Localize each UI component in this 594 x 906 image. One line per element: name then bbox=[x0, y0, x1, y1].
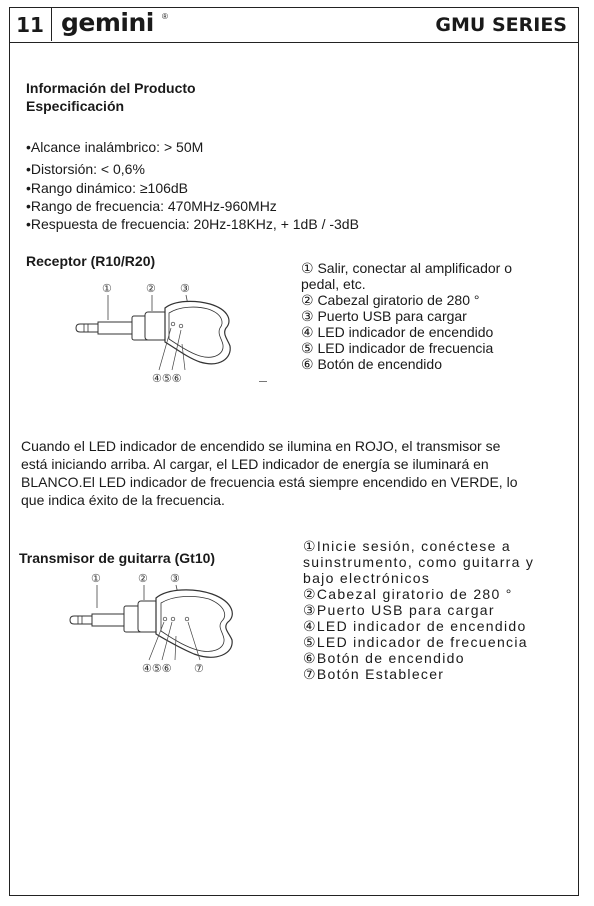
callout-2: ② bbox=[138, 572, 148, 585]
callout-4-5-6: ④⑤⑥ bbox=[142, 662, 172, 675]
spec-item: •Alcance inalámbrico: > 50M bbox=[26, 139, 204, 155]
spec-item: •Respuesta de frecuencia: 20Hz-18KHz, + 1dB / -3dB bbox=[26, 216, 359, 232]
transmitter-diagram bbox=[66, 568, 246, 680]
receiver-legend-item: ① Salir, conectar al amplificador o bbox=[301, 260, 512, 276]
transmitter-legend-item: ③Puerto USB para cargar bbox=[303, 602, 495, 618]
paragraph-line: está iniciando arriba. Al cargar, el LED indicador de energía se iluminará en bbox=[21, 456, 489, 472]
transmitter-legend-item: ④LED indicador de encendido bbox=[303, 618, 527, 634]
section-title: Información del Producto bbox=[26, 80, 196, 96]
spec-item: •Rango de frecuencia: 470MHz-960MHz bbox=[26, 198, 277, 214]
stray-mark bbox=[259, 381, 267, 382]
spec-item: •Rango dinámico: ≥106dB bbox=[26, 180, 189, 196]
receiver-legend-item: ⑥ Botón de encendido bbox=[301, 356, 442, 372]
transmitter-legend-item: ②Cabezal giratorio de 280 ° bbox=[303, 586, 513, 602]
receiver-diagram bbox=[70, 278, 240, 388]
series-title: GMU SERIES bbox=[435, 14, 567, 36]
transmitter-legend-item: ⑦Botón Establecer bbox=[303, 666, 445, 682]
callout-1: ① bbox=[91, 572, 101, 585]
paragraph-line: BLANCO.El LED indicador de frecuencia está siempre encendido en VERDE, lo bbox=[21, 474, 518, 490]
section-subtitle: Especificación bbox=[26, 98, 125, 114]
receiver-legend-item: pedal, etc. bbox=[301, 276, 366, 292]
transmitter-legend-item: suinstrumento, como guitarra y bbox=[303, 554, 535, 570]
transmitter-legend-item: ①Inicie sesión, conéctese a bbox=[303, 538, 511, 554]
receiver-legend-item: ⑤ LED indicador de frecuencia bbox=[301, 340, 494, 356]
receiver-legend-item: ④ LED indicador de encendido bbox=[301, 324, 494, 340]
transmitter-legend-item: ⑥Botón de encendido bbox=[303, 650, 465, 666]
callout-3: ③ bbox=[180, 282, 190, 295]
led-description bbox=[21, 437, 581, 509]
callout-3: ③ bbox=[170, 572, 180, 585]
receiver-heading: Receptor (R10/R20) bbox=[26, 253, 156, 269]
transmitter-legend-item: bajo electrónicos bbox=[303, 570, 431, 586]
transmitter-heading: Transmisor de guitarra (Gt10) bbox=[19, 550, 216, 566]
transmitter-legend-item: ⑤LED indicador de frecuencia bbox=[303, 634, 528, 650]
page-number: 11 bbox=[9, 7, 52, 41]
paragraph-line: que indica éxito de la frecuencia. bbox=[21, 492, 225, 508]
callout-2: ② bbox=[146, 282, 156, 295]
page-header bbox=[9, 7, 579, 43]
receiver-legend-item: ② Cabezal giratorio de 280 ° bbox=[301, 292, 480, 308]
callout-1: ① bbox=[102, 282, 112, 295]
receiver-legend-item: ③ Puerto USB para cargar bbox=[301, 308, 467, 324]
registered-mark: ® bbox=[162, 12, 168, 21]
callout-7: ⑦ bbox=[194, 662, 204, 675]
paragraph-line: Cuando el LED indicador de encendido se ilumina en ROJO, el transmisor se bbox=[21, 438, 501, 454]
brand-logo: gemini bbox=[61, 8, 154, 37]
spec-item: •Distorsión: < 0,6% bbox=[26, 161, 145, 177]
callout-4-5-6: ④⑤⑥ bbox=[152, 372, 182, 385]
